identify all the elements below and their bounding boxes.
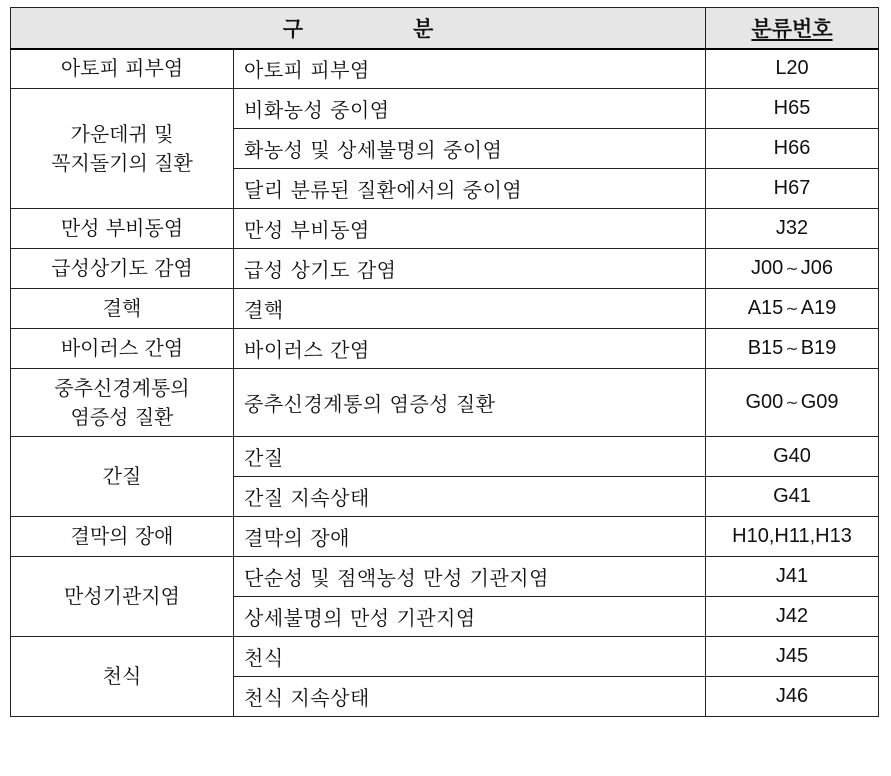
code-to: B19: [800, 337, 837, 359]
disease-name-cell: 단순성 및 점액농성 만성 기관지염: [234, 557, 706, 597]
category-label-line2: 꼭지돌기의 질환: [51, 150, 193, 175]
code-to: G09: [800, 391, 839, 413]
code-from: A15: [747, 297, 784, 319]
header-code: [706, 8, 879, 49]
table-row: [11, 517, 879, 557]
disease-name-cell: 천식 지속상태: [234, 677, 706, 717]
disease-name-cell: 만성 부비동염: [234, 209, 706, 249]
code-range-cell: [706, 289, 879, 329]
table-row: [11, 637, 879, 677]
category-label: 만성기관지염: [64, 584, 180, 608]
code-from: J00: [751, 257, 784, 279]
code-cell: H10,H11,H13: [706, 517, 879, 557]
disease-classification-table: [10, 7, 879, 717]
category-cell: [11, 517, 234, 557]
disease-name-cell: 비화농성 중이염: [234, 89, 706, 129]
code-cell: J42: [706, 597, 879, 637]
table-row: [11, 89, 879, 129]
category-cell: [11, 437, 234, 517]
category-cell: [11, 209, 234, 249]
category-cell: [11, 557, 234, 637]
table-row: [11, 369, 879, 437]
category-label: 바이러스 간염: [60, 336, 184, 360]
code-cell: J41: [706, 557, 879, 597]
table-row: [11, 289, 879, 329]
category-cell: [11, 329, 234, 369]
category-cell: [11, 89, 234, 209]
disease-name-cell: 바이러스 간염: [234, 329, 706, 369]
disease-name-cell: 간질: [234, 437, 706, 477]
code-cell: J45: [706, 637, 879, 677]
code-cell: G41: [706, 477, 879, 517]
category-label-line1: 가운데귀 및: [70, 121, 174, 146]
code-range-cell: [706, 249, 879, 289]
disease-name-cell: 간질 지속상태: [234, 477, 706, 517]
category-cell: [11, 249, 234, 289]
category-cell: [11, 369, 234, 437]
tilde-glyph: ~: [785, 299, 799, 318]
disease-name-cell: 중추신경계통의 염증성 질환: [234, 369, 706, 437]
disease-name-cell: 아토피 피부염: [234, 49, 706, 89]
category-label: 결막의 장애: [70, 524, 174, 548]
code-to: A19: [800, 297, 837, 319]
disease-name-cell: 화농성 및 상세불명의 중이염: [234, 129, 706, 169]
table-row: [11, 437, 879, 477]
code-cell: H67: [706, 169, 879, 209]
code-range-cell: [706, 369, 879, 437]
disease-name-cell: 달리 분류된 질환에서의 중이염: [234, 169, 706, 209]
table-row: [11, 49, 879, 89]
header-category-char1: 구: [282, 16, 303, 41]
code-cell: J46: [706, 677, 879, 717]
category-label: 간질: [102, 464, 142, 488]
category-cell: [11, 49, 234, 89]
header-category: [11, 8, 706, 49]
category-cell: [11, 637, 234, 717]
disease-name-cell: 결막의 장애: [234, 517, 706, 557]
code-range-cell: [706, 329, 879, 369]
table-row: [11, 557, 879, 597]
header-code-label: 분류번호: [751, 16, 833, 41]
table-row: [11, 249, 879, 289]
category-label: 결핵: [102, 296, 142, 320]
category-label: 천식: [102, 664, 142, 688]
code-from: B15: [747, 337, 784, 359]
category-label: 만성 부비동염: [60, 216, 184, 240]
category-label: 급성상기도 감염: [51, 256, 193, 280]
disease-name-cell: 급성 상기도 감염: [234, 249, 706, 289]
header-category-char2: 분: [413, 16, 434, 41]
table-row: [11, 209, 879, 249]
disease-name-cell: 천식: [234, 637, 706, 677]
category-cell: [11, 289, 234, 329]
tilde-glyph: ~: [785, 339, 799, 358]
category-label-line1: 중추신경계통의: [54, 375, 190, 400]
category-label-line2: 염증성 질환: [70, 404, 174, 429]
code-cell: L20: [706, 49, 879, 89]
header-row: [11, 8, 879, 49]
tilde-glyph: ~: [785, 393, 799, 412]
disease-name-cell: 결핵: [234, 289, 706, 329]
code-cell: G40: [706, 437, 879, 477]
code-cell: H66: [706, 129, 879, 169]
code-from: G00: [745, 391, 784, 413]
code-to: J06: [800, 257, 833, 279]
tilde-glyph: ~: [785, 259, 799, 278]
disease-name-cell: 상세불명의 만성 기관지염: [234, 597, 706, 637]
category-label: 아토피 피부염: [60, 56, 184, 81]
table-row: [11, 329, 879, 369]
code-cell: J32: [706, 209, 879, 249]
code-cell: H65: [706, 89, 879, 129]
